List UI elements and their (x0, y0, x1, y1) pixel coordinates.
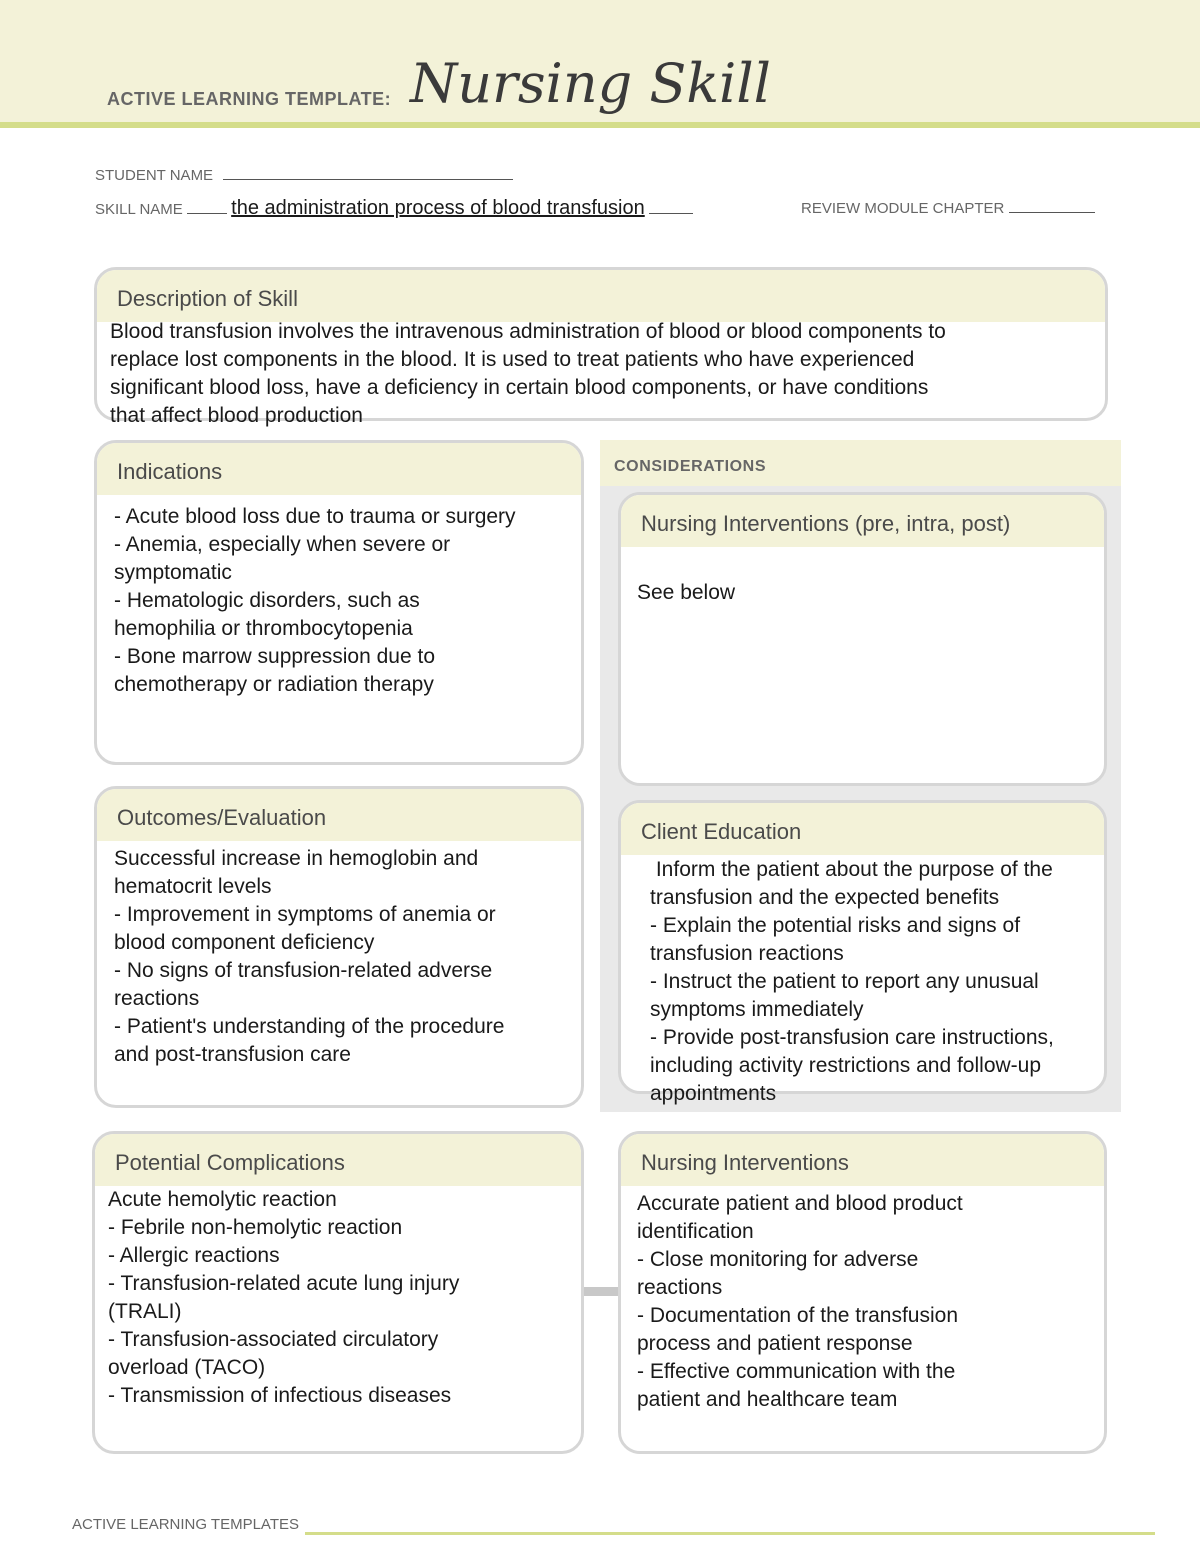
skill-name-row (95, 197, 693, 220)
client-education-title: Client Education (621, 803, 1104, 855)
nursing-interventions-box (618, 1131, 1107, 1454)
client-education-text: Inform the patient about the purpose of the transfusion and the expected benefits - Explain the potential risks and signs of transfusion reactions - Instruct the patient to report any unusual symptoms immediately - Provide post-transfusion care instructions, including activity restrictions and follow-up appointments (650, 858, 1054, 1105)
review-module-field[interactable] (1009, 199, 1095, 213)
nursing-interventions-pip-box (618, 492, 1107, 786)
complications-title: Potential Complications (95, 1134, 581, 1186)
page-title: Nursing Skill (410, 52, 771, 115)
skill-name-tail-line (649, 200, 693, 214)
complications-box (92, 1131, 584, 1454)
considerations-title: CONSIDERATIONS (614, 458, 767, 475)
outcomes-title: Outcomes/Evaluation (97, 789, 581, 841)
nursing-interventions-title: Nursing Interventions (621, 1134, 1104, 1186)
skill-name-lead-line (187, 200, 227, 214)
student-name-field[interactable] (223, 166, 513, 180)
nursing-interventions-text: Accurate patient and blood product identification - Close monitoring for adverse reactions - Documentation of the transfusion process and patient response - Effective communication with the patient and healthcare team (637, 1192, 963, 1411)
nursing-interventions-pip-text: See below (637, 581, 736, 604)
review-module-row (801, 199, 1095, 217)
description-title: Description of Skill (97, 270, 1105, 322)
outcomes-box (94, 786, 584, 1108)
indications-title: Indications (97, 443, 581, 495)
student-name-row (95, 166, 513, 184)
review-module-label: REVIEW MODULE CHAPTER (801, 200, 1005, 217)
nursing-interventions-pip-title: Nursing Interventions (pre, intra, post) (621, 495, 1104, 547)
description-text: Blood transfusion involves the intravenous administration of blood or blood components to replace lost components in the blood. It is used to treat patients who have experienced significant blood loss, have a deficiency in certain blood components, or have conditions that affect blood production (110, 320, 946, 427)
footer-text: ACTIVE LEARNING TEMPLATES (72, 1516, 299, 1533)
skill-name-label: SKILL NAME (95, 201, 183, 218)
outcomes-text: Successful increase in hemoglobin and hematocrit levels - Improvement in symptoms of anemia or blood component deficiency - No signs of transfusion-related adverse reactions - Patient's understanding of the procedure and post-transfusion care (114, 847, 505, 1066)
indications-box (94, 440, 584, 765)
indications-text: - Acute blood loss due to trauma or surgery - Anemia, especially when severe or symptomatic - Hematologic disorders, such as hemophilia or thrombocytopenia - Bone marrow suppression due to chemotherapy or radiation therapy (114, 505, 516, 696)
complications-text: Acute hemolytic reaction - Febrile non-hemolytic reaction - Allergic reactions - Transfusion-related acute lung injury (TRALI) - Transfusion-associated circulatory overload (TACO) - Transmission of infectious diseases (108, 1188, 460, 1407)
header-rule (0, 122, 1200, 128)
template-kicker: ACTIVE LEARNING TEMPLATE: (107, 89, 392, 109)
box-connector (582, 1287, 622, 1296)
skill-name-value[interactable]: the administration process of blood transfusion (231, 197, 645, 219)
student-name-label: STUDENT NAME (95, 167, 214, 184)
footer-rule (305, 1532, 1155, 1535)
